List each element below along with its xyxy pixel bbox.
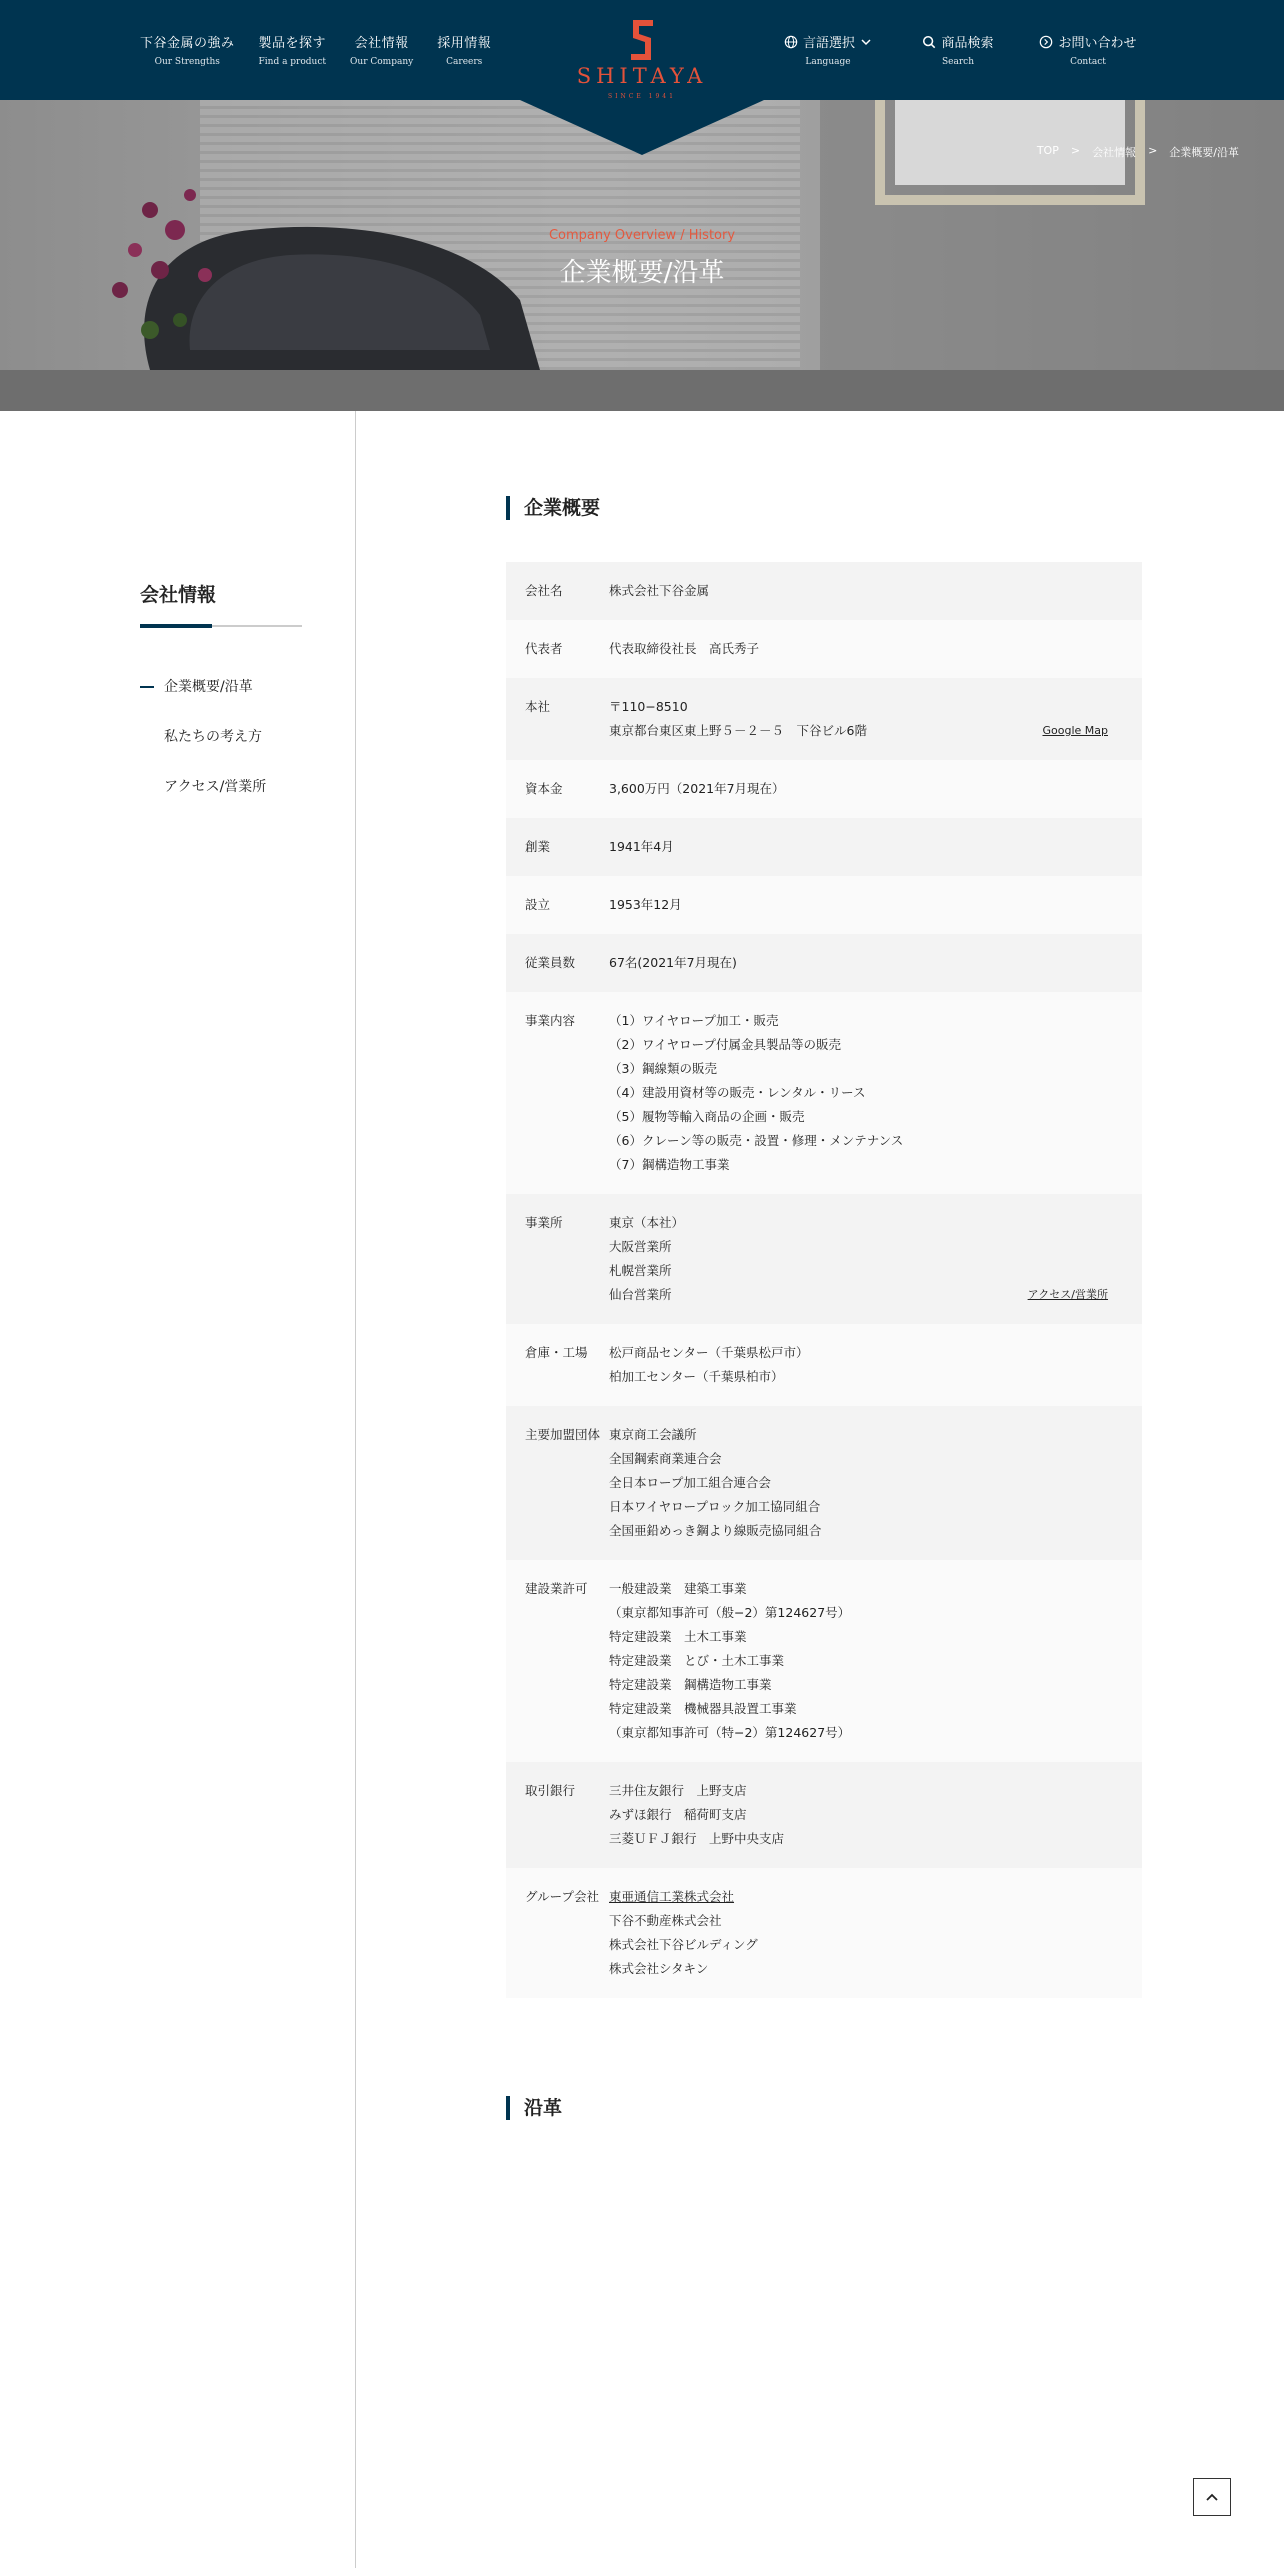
logo-mark-icon	[629, 20, 655, 60]
main-nav	[140, 32, 515, 67]
value-line: （4）建設用資材等の販売・レンタル・リース	[609, 1085, 866, 1100]
hero-bottom-band	[0, 370, 1284, 411]
page-title: 企業概要/沿革	[559, 258, 725, 288]
logo-tab-shape	[520, 100, 764, 155]
table-row	[506, 1868, 1142, 1998]
row-label: 主要加盟団体	[525, 1427, 601, 1442]
row-value	[609, 1577, 1142, 1745]
row-value	[609, 1009, 1142, 1177]
table-row	[506, 678, 1142, 760]
row-link[interactable]: アクセス/営業所	[1027, 1288, 1108, 1301]
value-line: 東京（本社）	[609, 1215, 685, 1230]
language-sublabel: Language	[805, 57, 851, 67]
value-line: 札幌営業所	[609, 1263, 672, 1278]
active-item-marker	[140, 686, 154, 688]
value-line: 全国鋼索商業連合会	[609, 1451, 722, 1466]
contact-link[interactable]	[1038, 32, 1138, 67]
row-value	[609, 893, 1142, 917]
table-row	[506, 620, 1142, 678]
table-row	[506, 876, 1142, 934]
row-label: 建設業許可	[525, 1581, 588, 1596]
row-label: 事業内容	[525, 1013, 576, 1028]
value-line: 特定建設業 機械器具設置工事業	[609, 1701, 797, 1716]
nav-sublabel: Careers	[446, 57, 483, 67]
value-line: 全日本ロープ加工組合連合会	[609, 1475, 771, 1490]
group-company-link[interactable]: 東亜通信工業株式会社	[609, 1889, 735, 1904]
row-label: 設立	[525, 897, 551, 912]
row-value	[609, 835, 1142, 859]
company-overview-table	[506, 562, 1142, 1998]
nav-sublabel: Our Strengths	[154, 57, 220, 67]
value-line: （2）ワイヤロープ付属金具製品等の販売	[609, 1037, 841, 1052]
value-line: 仙台営業所	[609, 1287, 672, 1302]
row-label: 事業所	[525, 1215, 563, 1230]
row-value	[609, 951, 1142, 975]
value-line: 下谷不動産株式会社	[609, 1913, 722, 1928]
sidebar-item-overview[interactable]: 企業概要/沿革	[164, 679, 253, 695]
value-line: 特定建設業 とび・土木工事業	[609, 1653, 785, 1668]
breadcrumb-top[interactable]: TOP	[1036, 144, 1059, 157]
table-row	[506, 562, 1142, 620]
row-label: 従業員数	[525, 955, 576, 970]
chevron-up-icon	[1205, 2492, 1219, 2502]
value-line: 特定建設業 鋼構造物工事業	[609, 1677, 772, 1692]
globe-icon	[784, 35, 798, 49]
value-line: 一般建設業 建築工事業	[609, 1581, 747, 1596]
sidebar-divider	[355, 411, 356, 2568]
overview-heading: 企業概要	[506, 496, 600, 520]
search-icon	[922, 35, 936, 49]
row-value	[609, 777, 1142, 801]
value-line: 株式会社下谷ビルディング	[609, 1937, 758, 1952]
row-label: 代表者	[525, 641, 563, 656]
search-link[interactable]	[918, 32, 998, 67]
table-row	[506, 760, 1142, 818]
breadcrumb-current: 企業概要/沿革	[1169, 146, 1239, 159]
value-line: 日本ワイヤロープロック加工協同組合	[609, 1499, 821, 1514]
arrow-circle-icon	[1039, 35, 1053, 49]
row-label: 取引銀行	[525, 1783, 576, 1798]
value-line: 株式会社下谷金属	[609, 583, 710, 598]
nav-label: 採用情報	[437, 36, 492, 51]
language-label: 言語選択	[802, 36, 855, 51]
logo-since: SINCE 1941	[608, 93, 676, 100]
hero-subtitle: Company Overview / History	[548, 228, 736, 243]
value-line: みずほ銀行 稲荷町支店	[609, 1807, 747, 1822]
sidebar-item-access[interactable]: アクセス/営業所	[164, 779, 267, 795]
row-value	[609, 1885, 1142, 1981]
value-line: 東京都台東区東上野５－２－５ 下谷ビル6階	[609, 723, 867, 738]
table-row	[506, 1560, 1142, 1762]
value-line: （東京都知事許可（特−2）第124627号）	[609, 1725, 851, 1740]
row-label: 創業	[525, 839, 551, 854]
nav-products[interactable]	[259, 32, 327, 67]
value-line: 三井住友銀行 上野支店	[609, 1783, 747, 1798]
search-label: 商品検索	[941, 36, 994, 51]
row-value	[609, 1423, 1142, 1543]
value-line: 株式会社シタキン	[609, 1961, 709, 1976]
table-row	[506, 818, 1142, 876]
contact-sublabel: Contact	[1070, 57, 1106, 67]
sidebar-title: 会社情報	[140, 584, 217, 606]
value-line: 代表取締役社長 高氏秀子	[609, 641, 760, 656]
value-line: 松戸商品センター（千葉県松戸市）	[609, 1345, 809, 1360]
row-label: グループ会社	[525, 1889, 600, 1904]
value-line: 三菱ＵＦＪ銀行 上野中央支店	[609, 1831, 785, 1846]
table-row	[506, 1762, 1142, 1868]
row-value	[609, 1779, 1142, 1851]
language-select[interactable]	[780, 32, 876, 67]
site-logo[interactable]	[560, 20, 724, 100]
sidebar-item-philosophy[interactable]: 私たちの考え方	[164, 729, 262, 745]
row-label: 本社	[525, 699, 551, 714]
sidebar-title-rule-accent	[140, 624, 212, 628]
value-line: （3）鋼線類の販売	[609, 1061, 717, 1076]
value-line: 特定建設業 土木工事業	[609, 1629, 747, 1644]
table-row	[506, 992, 1142, 1194]
row-label: 会社名	[525, 583, 563, 598]
row-value	[609, 637, 1142, 661]
nav-careers[interactable]	[437, 32, 491, 67]
value-line: 東京商工会議所	[609, 1427, 697, 1442]
breadcrumb-company[interactable]: 会社情報	[1092, 146, 1137, 159]
value-line: 67名(2021年7月現在)	[609, 955, 737, 970]
row-value	[609, 579, 1142, 603]
history-heading: 沿革	[506, 2096, 562, 2120]
row-label: 資本金	[525, 781, 563, 796]
search-sublabel: Search	[942, 57, 974, 67]
breadcrumb-separator: >	[1070, 144, 1081, 157]
value-line: （6）クレーン等の販売・設置・修理・メンテナンス	[609, 1133, 904, 1148]
table-row	[506, 934, 1142, 992]
nav-sublabel: Our Company	[350, 57, 414, 67]
breadcrumb	[1037, 144, 1239, 160]
nav-strengths[interactable]	[140, 32, 235, 67]
value-line: （1）ワイヤロープ加工・販売	[609, 1013, 779, 1028]
value-line: 柏加工センター（千葉県柏市）	[609, 1369, 784, 1384]
nav-label: 下谷金属の強み	[140, 36, 235, 51]
logo-text: SHITAYA	[576, 64, 708, 88]
value-line: （東京都知事許可（般−2）第124627号）	[609, 1605, 851, 1620]
nav-company[interactable]	[350, 32, 413, 67]
utility-nav	[780, 32, 1138, 67]
row-label: 倉庫・工場	[525, 1345, 588, 1360]
value-line: 大阪営業所	[609, 1239, 672, 1254]
breadcrumb-separator: >	[1148, 144, 1158, 157]
value-line: 全国亜鉛めっき鋼より線販売協同組合	[609, 1523, 822, 1538]
value-line: 〒110−8510	[609, 699, 688, 714]
table-row	[506, 1194, 1142, 1324]
chevron-down-icon	[860, 37, 872, 47]
nav-label: 製品を探す	[258, 36, 327, 51]
value-line: （7）鋼構造物工事業	[609, 1157, 730, 1172]
back-to-top-button[interactable]	[1193, 2478, 1231, 2516]
contact-label: お問い合わせ	[1058, 36, 1137, 51]
row-value	[609, 1341, 1142, 1389]
nav-label: 会社情報	[354, 36, 409, 51]
value-line: 1953年12月	[609, 897, 682, 912]
value-line: （5）履物等輸入商品の企画・販売	[609, 1109, 805, 1124]
row-link[interactable]: Google Map	[1042, 724, 1108, 737]
value-line: 3,600万円（2021年7月現在）	[609, 781, 785, 796]
value-line: 1941年4月	[609, 839, 674, 854]
nav-sublabel: Find a product	[258, 57, 326, 67]
table-row	[506, 1324, 1142, 1406]
table-row	[506, 1406, 1142, 1560]
